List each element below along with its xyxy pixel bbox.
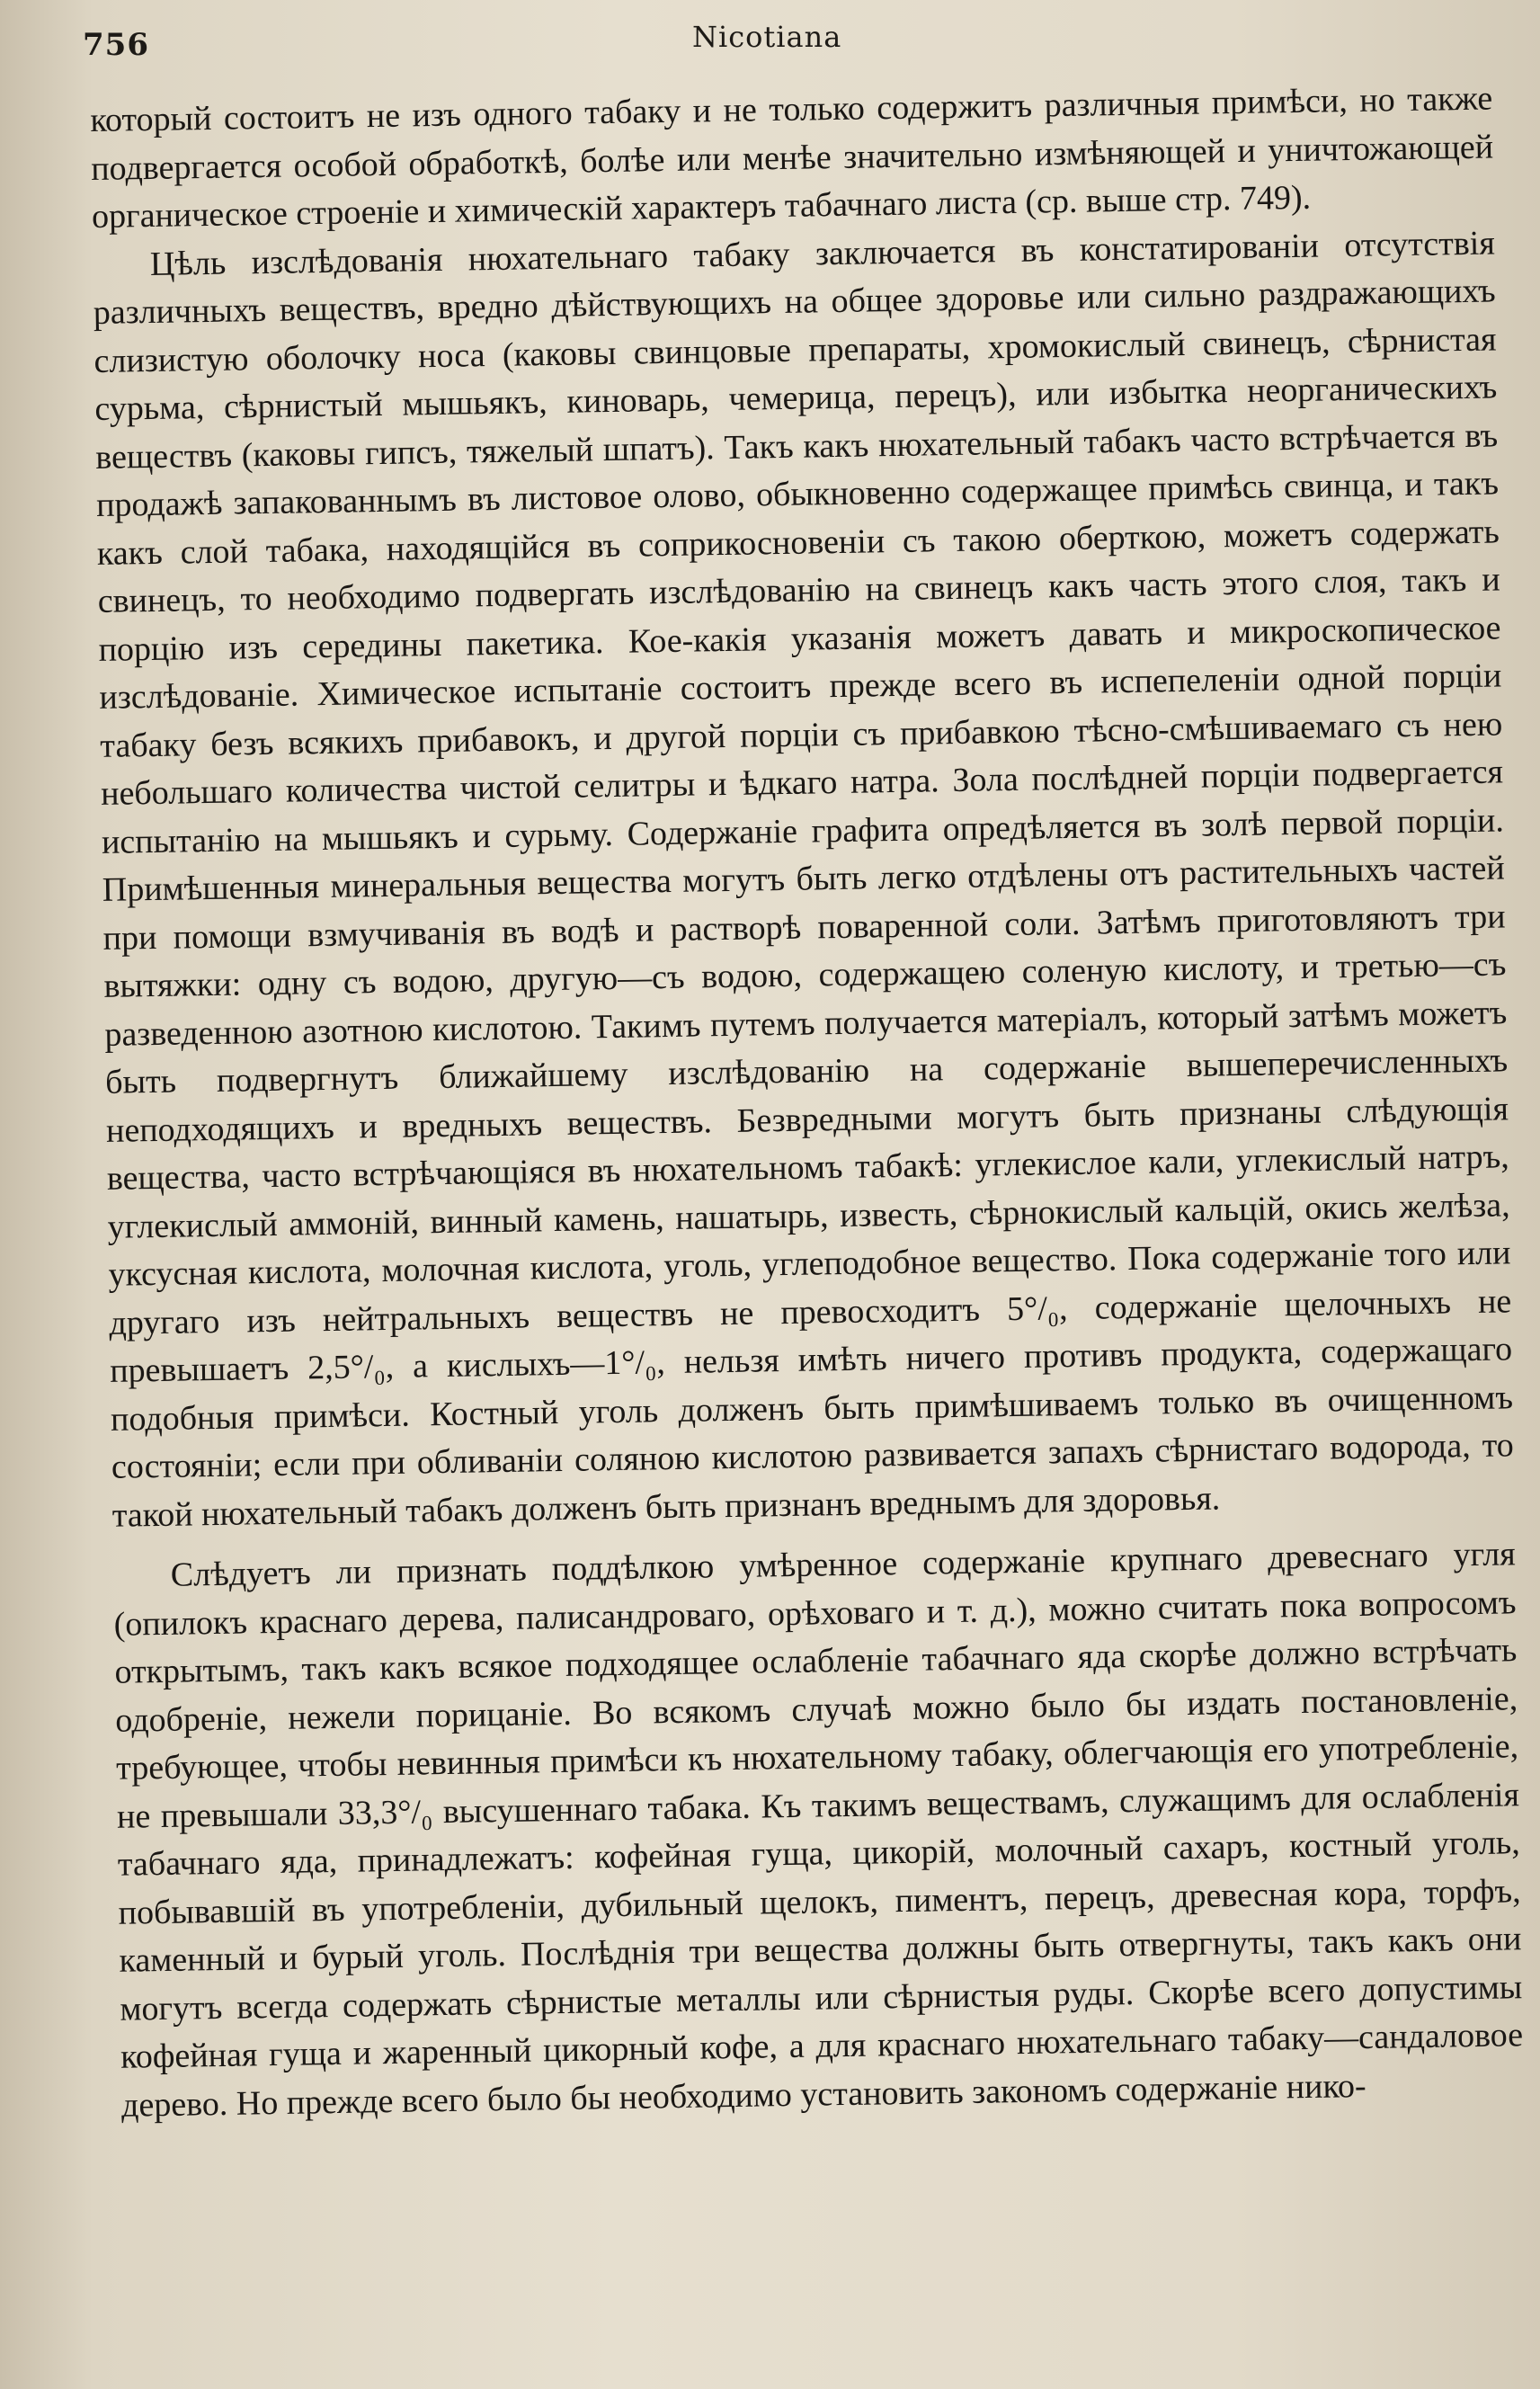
running-head: Nicotiana (692, 20, 842, 54)
body-text (90, 75, 1524, 2129)
paragraph-snuff-analysis: Цѣль изслѣдованія нюхательнаго табаку заключается въ констатированіи отсутствія различныхъ веществъ, вредно дѣйствующихъ на общее здоровье или сильно раздражающихъ слизистую оболочку носа (каковы свинцовые препараты, хромокислый свинецъ, сѣрнистая сурьма, сѣрнистый мышьякъ, киноварь, чемерица, перецъ), или избытка неорганическихъ веществъ (каковы гипсъ, тяжелый шпатъ). Такъ какъ нюхательный табакъ часто встрѣчается въ продажѣ запакованнымъ въ листовое олово, обыкновенно содержащее примѣсь свинца, и такъ какъ слой табака, находящійся въ соприкосновеніи съ такою оберткою, можетъ содержать свинецъ, то необходимо подвергать изслѣдованію на свинецъ какъ часть этого слоя, такъ и порцію изъ середины пакетика. Кое-какія указанія можетъ давать и микроскопическое изслѣдованіе. Химическое испытаніе состоитъ прежде всего въ испепеленіи одной порціи табаку безъ всякихъ прибавокъ, и другой порціи съ прибавкою тѣсно-смѣшиваемаго съ нею небольшаго количества чистой селитры и ѣдкаго натра. Зола послѣдней порціи подвергается испытанію на мышьякъ и сурьму. Содержаніе графита опредѣляется въ золѣ первой порціи. Примѣшенныя минеральныя вещества могутъ быть легко отдѣлены отъ растительныхъ частей при помощи взмучиванія въ водѣ и растворѣ поваренной соли. Затѣмъ приготовляютъ три вытяжки: одну съ водою, другую—съ водою, содержащею соленую кислоту, и третью—съ разведенною азотною кислотою. Такимъ путемъ получается матеріалъ, который затѣмъ можетъ быть подвергнутъ ближайшему изслѣдованію на содержаніе вышеперечисленныхъ неподходящихъ и вредныхъ веществъ. Безвредными могутъ быть признаны слѣдующія вещества, часто встрѣчающіяся въ нюхательномъ табакѣ: углекислое кали, углекислый натръ, углекислый аммоній, винный камень, нашатырь, известь, сѣрнокислый кальцій, окись желѣза, уксусная кислота, молочная кислота, уголь, углеподобное вещество. Пока содержаніе того или другаго изъ нейтральныхъ веществъ не превосходитъ 5°/₀, содержаніе щелочныхъ не превышаетъ 2,5°/₀, а кислыхъ—1°/₀, нельзя имѣть ничего противъ продукта, содержащаго подобныя примѣси. Костный уголь долженъ быть примѣшиваемъ только въ очищенномъ состояніи; если при обливаніи соляною кислотою развивается запахъ сѣрнистаго водорода, то такой нюхательный табакъ долженъ быть признанъ вреднымъ для здоровья. (93, 223, 1515, 1535)
page-header (0, 20, 1540, 65)
paragraph-admixtures: Слѣдуетъ ли признать поддѣлкою умѣренное содержаніе крупнаго древеснаго угля (опилокъ краснаго дерева, палисандроваго, орѣховаго и т. д.), можно считать пока вопросомъ открытымъ, такъ какъ всякое подходящее ослабленіе табачнаго яда скорѣе должно встрѣчать одобреніе, нежели порицаніе. Во всякомъ случаѣ можно было бы издать постановленіе, требующее, чтобы невинныя примѣси къ нюхательному табаку, облегчающія его употребленіе, не превышали 33,3°/₀ высушеннаго табака. Къ такимъ веществамъ, служащимъ для ослабленія табачнаго яда, принадлежатъ: кофейная гуща, цикорій, молочный сахаръ, костный уголь, побывавшій въ употребленіи, дубильный щелокъ, пиментъ, перецъ, древесная кора, торфъ, каменный и бурый уголь. Послѣднія три вещества должны быть отвергнуты, такъ какъ они могутъ всегда содержать сѣрнистые металлы или сѣрнистыя руды. Скорѣе всего допустимы кофейная гуща и жаренный цикорный кофе, а для краснаго нюхательнаго табаку—сандаловое дерево. Но прежде всего было бы необходимо установить закономъ содержаніе нико- (113, 1535, 1524, 2125)
paragraph-continuation: который состоитъ не изъ одного табаку и не только содержитъ различныя примѣси, но также подвергается особой обработкѣ, болѣе или менѣе значительно измѣняющей и уничтожающей органическое строеніе и химическій характеръ табачнаго листа (ср. выше стр. 749). (90, 79, 1494, 236)
page-number: 756 (83, 27, 149, 63)
